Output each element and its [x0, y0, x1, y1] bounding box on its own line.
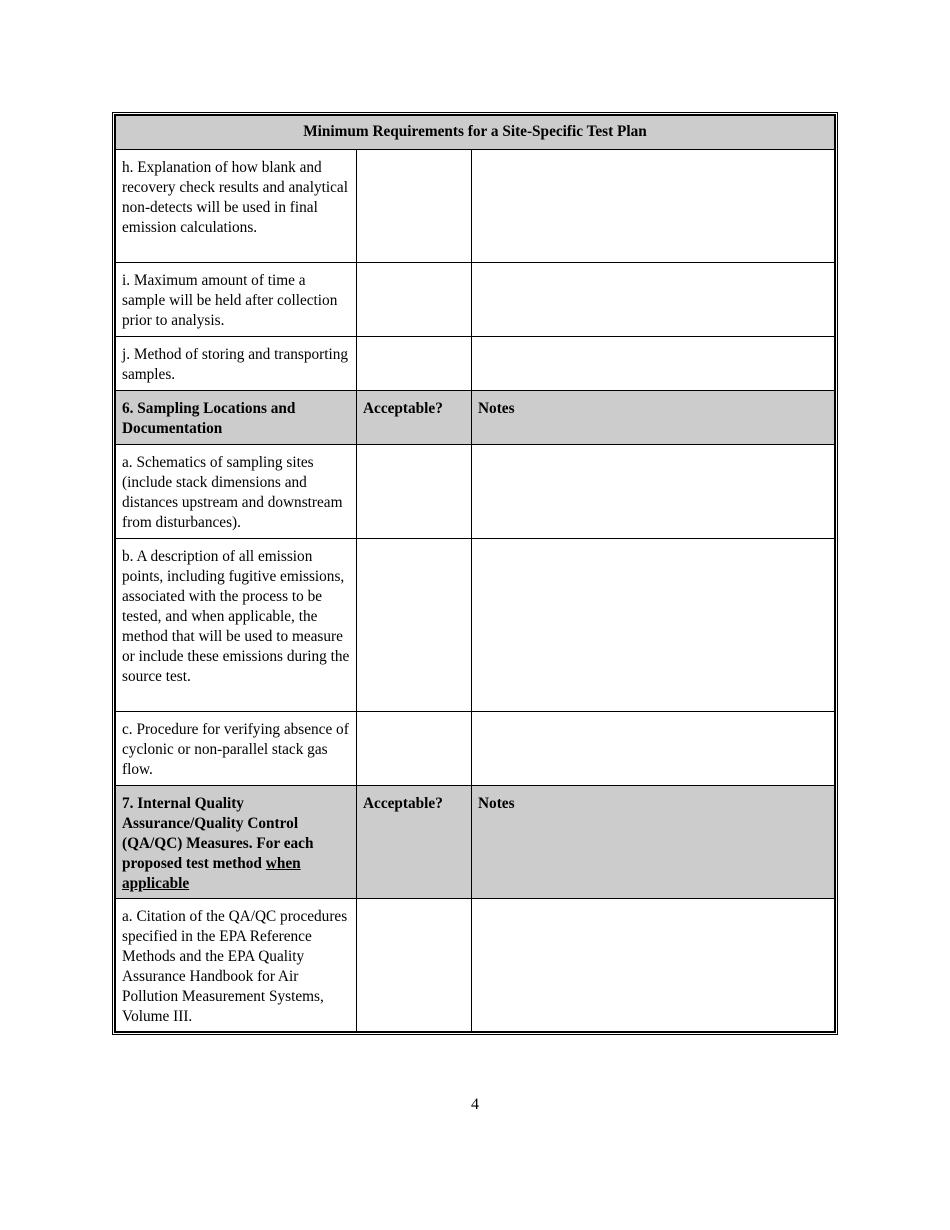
table-row	[116, 263, 835, 337]
page-number: 4	[471, 1096, 479, 1113]
requirements-table-frame	[112, 112, 838, 1035]
requirement-cell: b. A description of all emission points, including fugitive emissions, associated with the process to be tested, and when applicable, the method that will be used to measure or include these emissions during the source test.	[116, 539, 357, 712]
table-title: Minimum Requirements for a Site-Specific Test Plan	[116, 116, 835, 150]
notes-cell	[472, 539, 835, 712]
notes-column-header: Notes	[472, 391, 835, 445]
section-heading-text: 7. Internal Quality Assurance/Quality Control (QA/QC) Measures. For each proposed test method	[122, 795, 314, 872]
requirement-cell: h. Explanation of how blank and recovery check results and analytical non-detects will be used in final emission calculations.	[116, 150, 357, 263]
notes-cell	[472, 150, 835, 263]
acceptable-column-header: Acceptable?	[357, 786, 472, 899]
section-header-row	[116, 391, 835, 445]
requirement-cell: c. Procedure for verifying absence of cyclonic or non-parallel stack gas flow.	[116, 712, 357, 786]
acceptable-column-header: Acceptable?	[357, 391, 472, 445]
requirement-cell: a. Schematics of sampling sites (include stack dimensions and distances upstream and downstream from disturbances).	[116, 445, 357, 539]
acceptable-cell	[357, 337, 472, 391]
section-heading: 6. Sampling Locations and Documentation	[116, 391, 357, 445]
requirements-table	[115, 115, 835, 1032]
table-row	[116, 899, 835, 1032]
acceptable-cell	[357, 539, 472, 712]
notes-column-header: Notes	[472, 786, 835, 899]
table-row	[116, 712, 835, 786]
notes-cell	[472, 263, 835, 337]
section-header-row	[116, 786, 835, 899]
acceptable-cell	[357, 712, 472, 786]
acceptable-cell	[357, 150, 472, 263]
section-heading	[116, 786, 357, 899]
requirement-cell: j. Method of storing and transporting samples.	[116, 337, 357, 391]
table-row	[116, 539, 835, 712]
notes-cell	[472, 445, 835, 539]
table-row	[116, 445, 835, 539]
table-row	[116, 150, 835, 263]
section-heading-underlined: when applicable	[122, 855, 301, 892]
acceptable-cell	[357, 263, 472, 337]
acceptable-cell	[357, 445, 472, 539]
table-row	[116, 337, 835, 391]
acceptable-cell	[357, 899, 472, 1032]
requirement-cell: a. Citation of the QA/QC procedures specified in the EPA Reference Methods and the EPA Quality Assurance Handbook for Air Pollution Measurement Systems, Volume III.	[116, 899, 357, 1032]
table-title-row	[116, 116, 835, 150]
notes-cell	[472, 712, 835, 786]
notes-cell	[472, 337, 835, 391]
notes-cell	[472, 899, 835, 1032]
requirement-cell: i. Maximum amount of time a sample will be held after collection prior to analysis.	[116, 263, 357, 337]
